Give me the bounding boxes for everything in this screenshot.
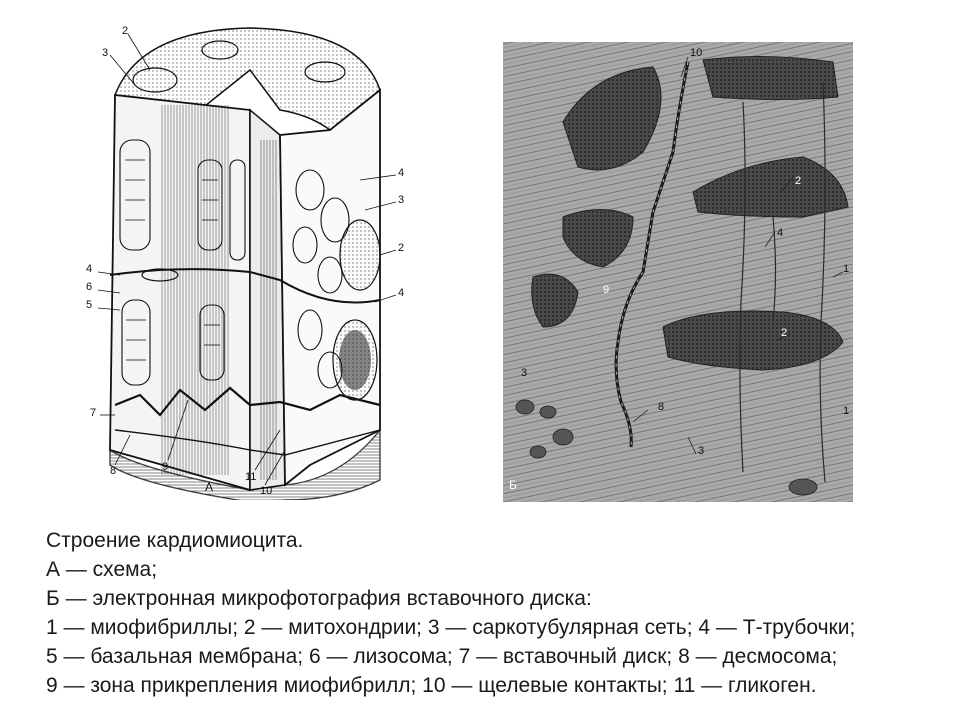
schematic-figure-a bbox=[80, 10, 420, 500]
electron-micrograph-image bbox=[503, 42, 853, 502]
caption-line-b: Б — электронная микрофотография вставочного диска: bbox=[46, 587, 592, 610]
callout-b-10: 10 bbox=[690, 47, 703, 59]
micrograph-figure-b bbox=[503, 42, 853, 502]
callout-a-4-lower: 4 bbox=[398, 287, 405, 299]
callout-b-3-lower: 3 bbox=[698, 445, 705, 457]
callout-b-2-lower: 2 bbox=[781, 327, 788, 339]
caption-legend-3: 9 — зона прикрепления миофибрилл; 10 — щелевые контакты; 11 — гликоген. bbox=[46, 674, 817, 697]
callout-a-7: 7 bbox=[90, 407, 97, 419]
callout-a-4-right: 4 bbox=[398, 167, 405, 179]
callout-b-1-lower: 1 bbox=[843, 405, 850, 417]
caption-legend-1: 1 — миофибриллы; 2 — митохондрии; 3 — саркотубулярная сеть; 4 — Т-трубочки; bbox=[46, 616, 856, 639]
callout-a-10: 10 bbox=[260, 485, 273, 497]
panel-letter-a: А bbox=[205, 480, 214, 494]
callout-a-9: 9 bbox=[162, 461, 169, 473]
caption-line-a: А — схема; bbox=[46, 558, 158, 581]
callout-b-4: 4 bbox=[777, 227, 784, 239]
callout-a-6: 6 bbox=[86, 281, 93, 293]
callout-a-3: 3 bbox=[102, 47, 109, 59]
callout-b-3: 3 bbox=[521, 367, 528, 379]
cardiomyocyte-schematic-drawing bbox=[80, 10, 420, 500]
caption-legend-2: 5 — базальная мембрана; 6 — лизосома; 7 — вставочный диск; 8 — десмосома; bbox=[46, 645, 838, 668]
callout-a-3-right: 3 bbox=[398, 194, 405, 206]
callout-b-8: 8 bbox=[658, 401, 665, 413]
callout-a-5: 5 bbox=[86, 299, 93, 311]
panel-letter-b: Б bbox=[509, 478, 517, 492]
callout-a-2-right: 2 bbox=[398, 242, 405, 254]
callout-a-11: 11 bbox=[245, 471, 257, 483]
figure-caption bbox=[46, 526, 960, 700]
callout-a-2: 2 bbox=[122, 25, 129, 37]
callout-a-8: 8 bbox=[110, 465, 117, 477]
callout-b-2: 2 bbox=[795, 175, 802, 187]
caption-title: Строение кардиомиоцита. bbox=[46, 529, 304, 552]
callout-a-4: 4 bbox=[86, 263, 93, 275]
callout-b-9: 9 bbox=[603, 284, 610, 296]
callout-b-1: 1 bbox=[843, 263, 850, 275]
